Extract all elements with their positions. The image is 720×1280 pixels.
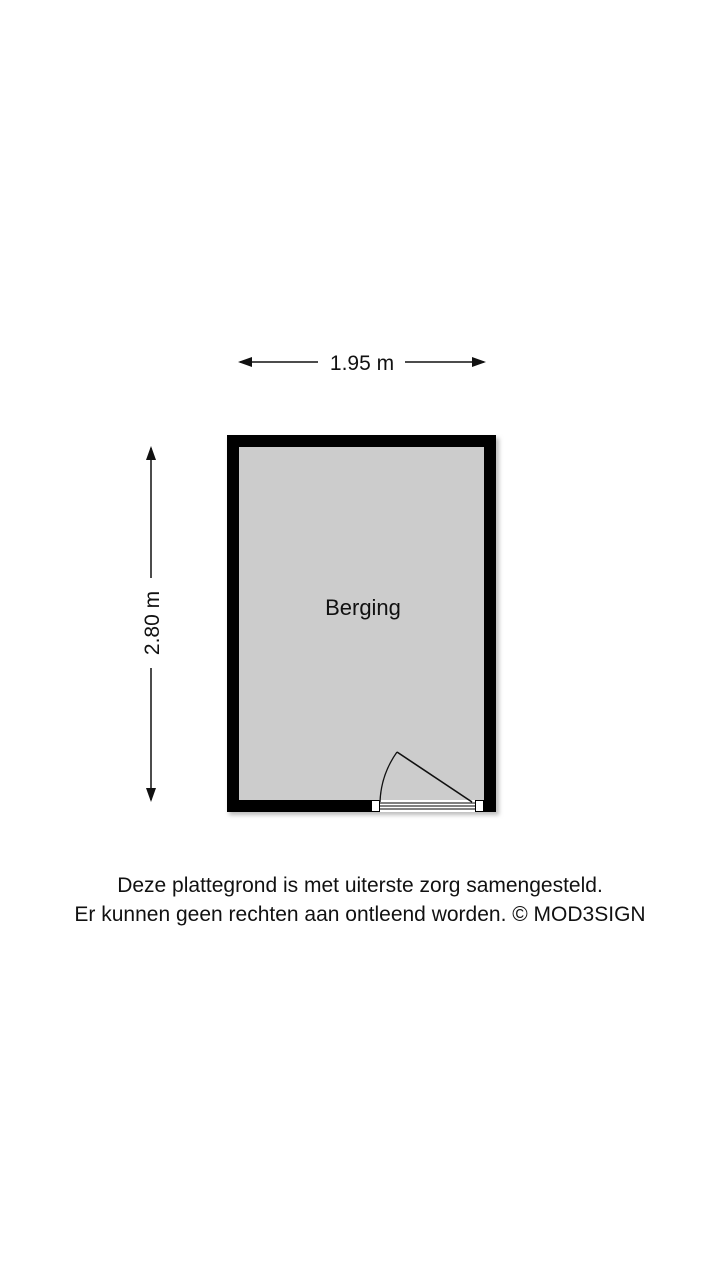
floor — [239, 447, 484, 800]
height-label: 2.80 m — [141, 590, 164, 656]
width-label: 1.95 m — [329, 352, 395, 375]
disclaimer-line-1: Deze plattegrond is met uiterste zorg samengesteld. — [117, 874, 603, 897]
arrow-left-icon — [238, 357, 252, 367]
height-dimension — [141, 446, 164, 802]
arrow-right-icon — [472, 357, 486, 367]
arrow-up-icon — [146, 446, 156, 460]
disclaimer-line-2: Er kunnen geen rechten aan ontleend worden. © MOD3SIGN — [74, 903, 646, 926]
room-label: Berging — [325, 595, 401, 620]
room-berging — [227, 435, 499, 815]
arrow-down-icon — [146, 788, 156, 802]
disclaimer — [0, 871, 720, 929]
width-dimension — [238, 352, 486, 375]
